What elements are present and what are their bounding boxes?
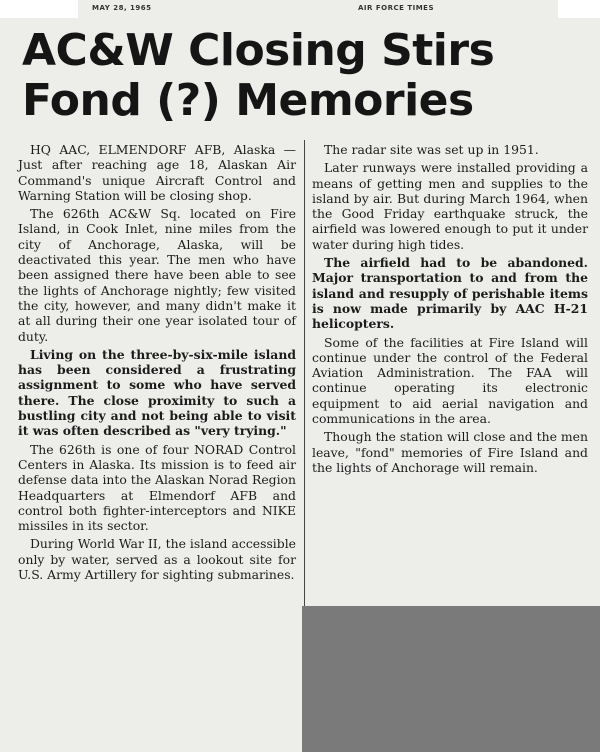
masthead-paper-name: AIR FORCE TIMES [358,4,434,12]
masthead-date: MAY 28, 1965 [92,4,152,12]
paragraph: Later runways were installed providing a means of getting men and supplies to the island by air. But during March 1964, when the Good Friday earthquake struck, the airfield was lowered enough to put it under water during high tides. [312,160,588,252]
paragraph: HQ AAC, ELMENDORF AFB, Alaska — Just after reaching age 18, Alaskan Air Command's unique Aircraft Control and Warning Station will be closing shop. [18,142,296,203]
headline-line-2: Fond (?) Memories [22,75,474,126]
article-column-2 [312,142,588,478]
paragraph: Some of the facilities at Fire Island will continue under the control of the Federal Aviation Administration. The FAA will continue operating its electronic equipment to aid aerial navigation and communications in the area. [312,334,588,427]
scan-background-area [302,606,600,752]
paragraph-bold: The airfield had to be abandoned. Major transportation to and from the island and resupply of perishable items is now made primarily by AAC H-21 helicopters. [312,255,588,332]
paragraph: Though the station will close and the men leave, "fond" memories of Fire Island and the lights of Anchorage will remain. [312,429,588,475]
page-margin [558,0,600,18]
masthead [78,0,558,18]
paragraph: During World War II, the island accessible only by water, served as a lookout site for U.S. Army Artillery for sighting submarines. [18,536,296,583]
paragraph: The 626th AC&W Sq. located on Fire Island, in Cook Inlet, nine miles from the city of Anchorage, Alaska, will be deactivated this year. The men who have been assigned there have been able to see the lights of Anchorage nightly; few visited the city, however, and many didn't make it at all during their one year isolated tour of duty. [18,206,296,344]
paragraph: The 626th is one of four NORAD Control Centers in Alaska. Its mission is to feed air defense data into the Alaskan Norad Region Headquarters at Elmendorf AFB and control both fighter-interceptors and NIKE missiles in its sector. [18,441,296,534]
headline-line-1: AC&W Closing Stirs [22,25,495,76]
article-headline [22,26,592,126]
article-column-1 [18,142,296,585]
paragraph: The radar site was set up in 1951. [324,142,539,157]
paragraph-bold: Living on the three-by-six-mile island has been considered a frustrating assignment to some who have served there. The close proximity to such a bustling city and not being able to visit it was often described as "very trying." [18,346,296,439]
